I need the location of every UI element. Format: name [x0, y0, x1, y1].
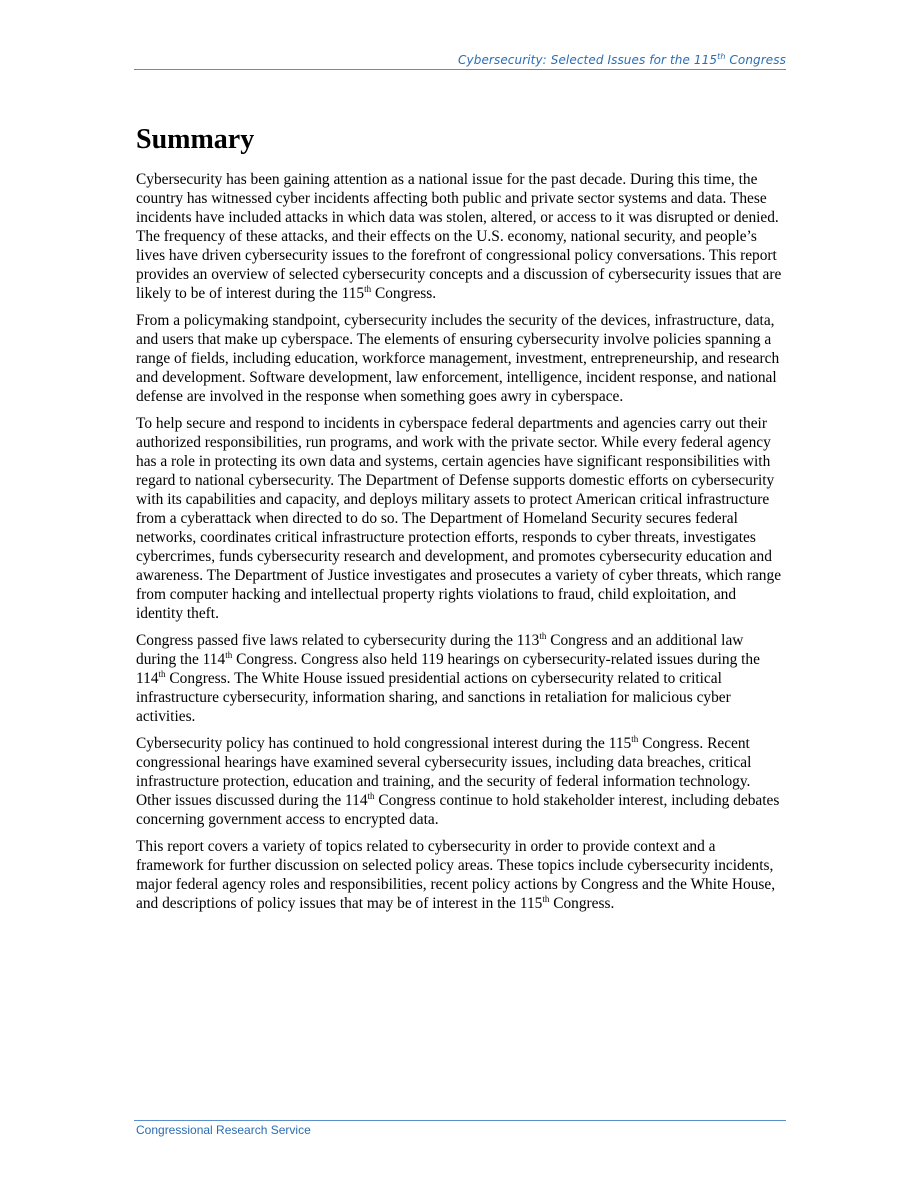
- paragraph-text: Congress continue to hold stakeholder interest, including debates concerning government access to encrypted data.: [136, 792, 780, 828]
- running-header: [134, 53, 786, 67]
- running-footer: Congressional Research Service: [136, 1123, 311, 1137]
- summary-paragraph: [136, 311, 786, 406]
- paragraph-text: This report covers a variety of topics related to cybersecurity in order to provide context and a framework for further discussion on selected policy areas. These topics include cybersecurity incidents, major federal agency roles and responsibilities, recent policy actions by Congress and the White House, and descriptions of policy issues that may be of interest in the 115: [136, 838, 776, 912]
- paragraph-text: Congress. Recent congressional hearings have examined several cybersecurity issues, including data breaches, critical infrastructure protection, education and training, and the security of federal information technology. Other issues discussed during the 114: [136, 735, 752, 809]
- summary-body: [136, 170, 786, 913]
- paragraph-text: Congress and an additional law during the 114: [136, 632, 744, 668]
- ordinal-superscript: th: [542, 893, 550, 904]
- summary-paragraph: [136, 414, 786, 623]
- paragraph-text: From a policymaking standpoint, cybersecurity includes the security of the devices, infrastructure, data, and users that make up cyberspace. The elements of ensuring cybersecurity involve policies spanning a range of fields, including education, workforce management, investment, entrepreneurship, and research and development. Software development, law enforcement, intelligence, incident response, and national defense are involved in the response when something goes awry in cyberspace.: [136, 312, 780, 405]
- header-title-superscript: th: [717, 52, 726, 61]
- paragraph-text: Cybersecurity has been gaining attention as a national issue for the past decade. During this time, the country has witnessed cyber incidents affecting both public and private sector systems and data. These incidents have included attacks in which data was stolen, altered, or access to it was disrupted or denied. The frequency of these attacks, and their effects on the U.S. economy, national security, and people’s lives have driven cybersecurity issues to the forefront of congressional policy conversations. This report provides an overview of selected cybersecurity concepts and a discussion of cybersecurity issues that are likely to be of interest during the 115: [136, 171, 782, 302]
- ordinal-superscript: th: [367, 790, 375, 801]
- paragraph-text: Congress.: [371, 285, 437, 302]
- paragraph-text: Congress.: [549, 895, 615, 912]
- paragraph-text: Congress passed five laws related to cybersecurity during the 113: [136, 632, 540, 649]
- header-title-suffix: Congress: [725, 53, 786, 67]
- summary-paragraph: [136, 837, 786, 913]
- header-rule: [134, 69, 786, 70]
- summary-paragraph: [136, 631, 786, 726]
- ordinal-superscript: th: [364, 283, 372, 294]
- ordinal-superscript: th: [225, 649, 233, 660]
- header-title-text: Cybersecurity: Selected Issues for the 115: [458, 53, 718, 67]
- footer-rule: [134, 1120, 786, 1121]
- main-content: [136, 120, 786, 921]
- summary-paragraph: [136, 170, 786, 303]
- section-heading: Summary: [136, 124, 255, 155]
- paragraph-text: Congress. The White House issued presidential actions on cybersecurity related to critical infrastructure cybersecurity, information sharing, and sanctions in retaliation for malicious cyber activities.: [136, 670, 731, 725]
- paragraph-text: To help secure and respond to incidents in cyberspace federal departments and agencies carry out their authorized responsibilities, run programs, and work with the private sector. While every federal agency has a role in protecting its own data and systems, certain agencies have significant responsibilities with regard to national cybersecurity. The Department of Defense supports domestic efforts on cybersecurity with its capabilities and capacity, and deploys military assets to protect American critical infrastructure from a cyberattack when directed to do so. The Department of Homeland Security secures federal networks, coordinates critical infrastructure protection efforts, responds to cyber threats, investigates cybercrimes, funds cybersecurity research and development, and promotes cybersecurity education and awareness. The Department of Justice investigates and prosecutes a variety of cyber threats, which range from computer hacking and intellectual property rights violations to fraud, child exploitation, and identity theft.: [136, 415, 782, 622]
- paragraph-text: Cybersecurity policy has continued to hold congressional interest during the 115: [136, 735, 632, 752]
- ordinal-superscript: th: [539, 630, 547, 641]
- ordinal-superscript: th: [158, 668, 166, 679]
- paragraph-text: Congress. Congress also held 119 hearings on cybersecurity-related issues during the 114: [136, 651, 760, 687]
- summary-paragraph: [136, 734, 786, 829]
- ordinal-superscript: th: [631, 733, 639, 744]
